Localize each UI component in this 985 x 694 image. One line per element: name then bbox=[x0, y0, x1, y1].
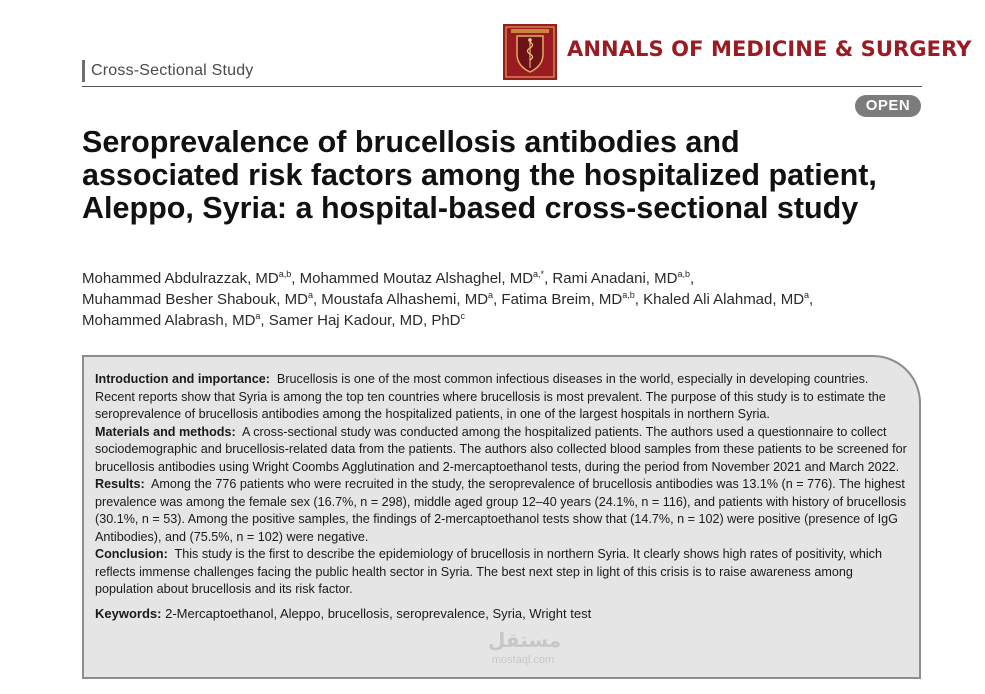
section-label: Cross-Sectional Study bbox=[82, 60, 254, 82]
author: Samer Haj Kadour, MD, PhD$^c$ bbox=[268, 311, 466, 329]
author: Rami Anadani, MD$^{a,b}$, bbox=[552, 269, 695, 287]
author: Fatima Breim, MD$^{a,b}$, bbox=[501, 290, 644, 308]
abstract-conclusion: Conclusion: This study is the first to describe the epidemiology of brucellosis in northern Syria. It clearly shows high rates of positivity, which reflects immense challenges facing the public health sector in Syria. The best next step in light of this crisis is to raise awareness among population about brucellosis and its risk factor. bbox=[95, 547, 882, 596]
abstract-methods: Materials and methods: A cross-sectional study was conducted among the hospitalized patients. The authors used a questionnaire to collect sociodemographic and brucellosis-related data from the patients. The authors also collected blood samples from these patients to be screened for brucellosis antibodies using Wright Coombs Agglutination and 2-mercaptoethanol tests, during the period from November 2021 and March 2022. bbox=[95, 424, 907, 474]
watermark-text: mostaql.com bbox=[491, 654, 555, 666]
article-title: Seroprevalence of brucellosis antibodies and associated risk factors among the hospitalized patient, Aleppo, Syria: a hospital-based cross-sectional study bbox=[82, 125, 877, 225]
abstract-introduction: Introduction and importance: Brucellosis is one of the most common infectious diseases in the world, especially in developing countries. Recent reports show that Syria is among the top ten countries where brucellosis is most prevalent. The purpose of this study is to estimate the seroprevalence of brucellosis antibodies among the hospitalized patients, in one of the largest hospitals in northern Syria. bbox=[95, 372, 886, 421]
author-list bbox=[82, 268, 922, 331]
author: Khaled Ali Alahmad, $MD^a$, bbox=[643, 290, 814, 308]
abstract-results: Results: Among the 776 patients who were recruited in the study, the seroprevalence of brucellosis antibodies was 13.1% (n = 776). The highest prevalence was among the female sex (16.7%, n = 298), middle aged group 12–40 years (24.1%, n = 116), and patients with history of brucellosis (30.1%, n = 53). Among the positive samples, the findings of 2-mercaptoethanol tests show that (14.7%, n = 102) were positive (presence of IgG Antibodies), and (75.5%, n = 102) were negative. bbox=[95, 477, 907, 544]
watermark-mark: مستقل bbox=[488, 630, 562, 652]
author: Mohammed Alabrash, $MD^a$, bbox=[82, 311, 269, 329]
author: Mohammed Abdulrazzak, MD$^{a,b}$, bbox=[82, 269, 300, 287]
open-access-badge: OPEN bbox=[855, 95, 921, 117]
watermark bbox=[488, 629, 562, 679]
author: Muhammad Besher Shabouk, $MD^a$, bbox=[82, 290, 322, 308]
journal-name: ANNALS OF MEDICINE & SURGERY bbox=[567, 37, 972, 61]
author: Mohammed Moutaz Alshaghel, $MD^{a,*}$, bbox=[299, 269, 553, 287]
journal-logo bbox=[503, 24, 557, 80]
author: Moustafa Alhashemi, $MD^a$, bbox=[321, 290, 502, 308]
abstract-keywords: Keywords: 2-Mercaptoethanol, Aleppo, brucellosis, seroprevalence, Syria, Wright test bbox=[95, 605, 592, 621]
header-rule bbox=[82, 86, 922, 87]
